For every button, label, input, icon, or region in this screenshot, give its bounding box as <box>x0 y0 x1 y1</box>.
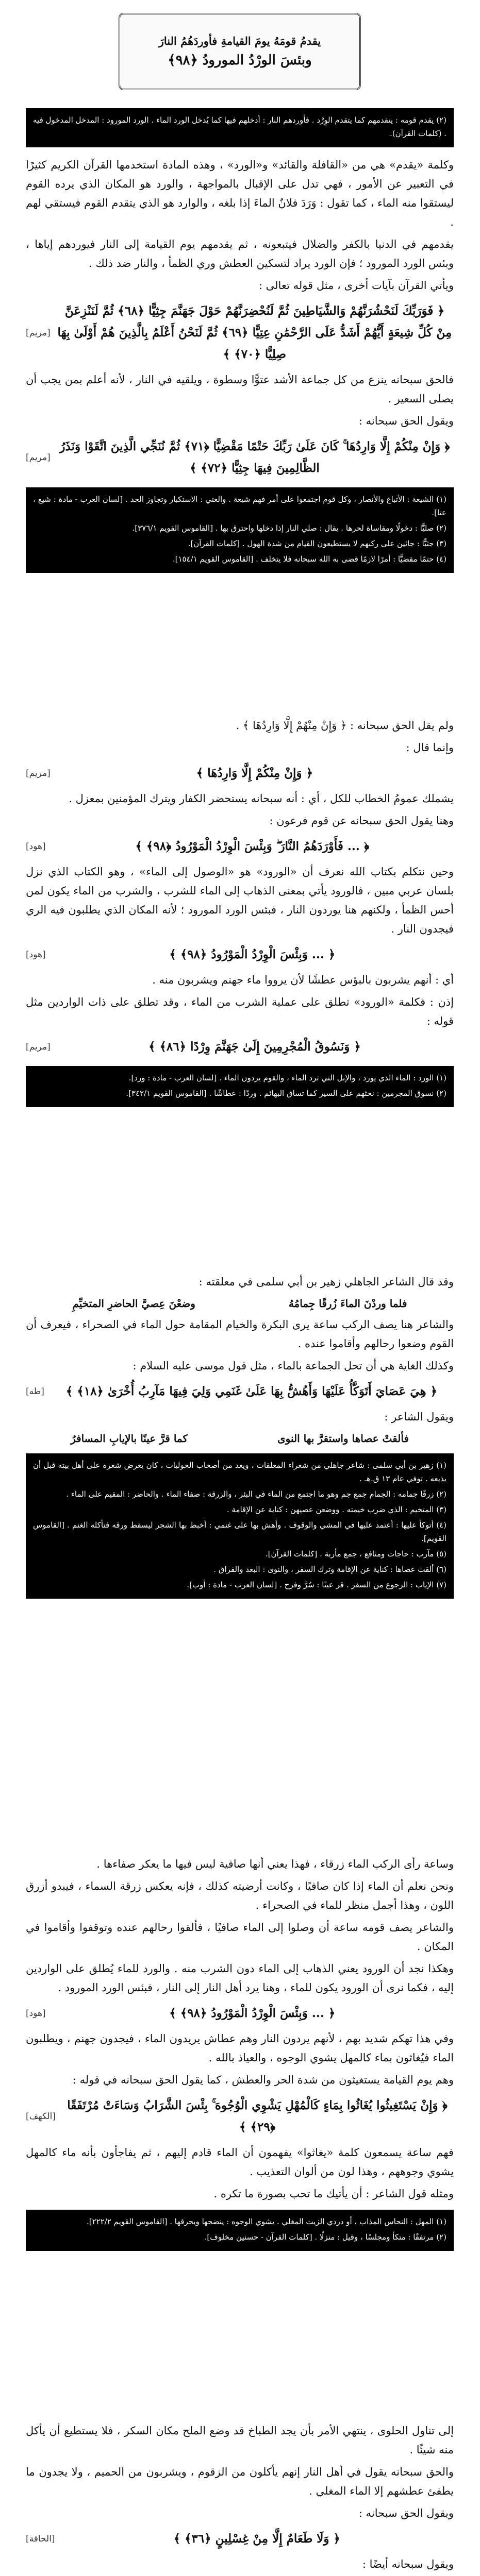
footnote: (٥) مآرب : حاجات ومنافع ، جمع مأربة . [كلمات القرآن]. <box>265 1549 446 1558</box>
footnote-box <box>26 2210 454 2251</box>
page-section-1 <box>26 108 454 573</box>
page-section-3 <box>26 1273 454 1599</box>
footnote-box <box>26 487 454 573</box>
paragraph: وإنما قال : <box>406 741 454 754</box>
quran-verse: ﴿ وَلَا طَعَامٌ إِلَّا مِنْ غِسْلِينٍ ﴿٣٦﴾ ﴾ <box>173 2532 341 2546</box>
footnote: (٢) نسوق المجرمين : نحثهم على السير كما تساق البهائم . وردًا : عطاشًا . [القاموس القويم ٣٤٢/١]. <box>126 1089 446 1098</box>
paragraph: يشملك عمومُ الخطاب للكل ، أي : أنه سبحانه يستحضر الكفار ويترك المؤمنين بمعزل . <box>69 792 454 805</box>
footnote-box <box>26 1066 454 1107</box>
footnote: (٢) يقدم قومه : يتقدمهم كما يتقدم الوِرْد . فأوردهم النار : أدخلهم فيها كما يُدخل الورد الماء . الورد المورود : المدخل المدخول فيه . (كلمات القرآن). <box>33 115 446 138</box>
footnote: (١) الورد : الماء الذي يورد ، والإبل التي ترد الماء ، والقوم يردون الماء . [لسان العرب - مادة : ورد]. <box>128 1073 446 1082</box>
footnote: (٢) مرتفقًا : متكأ ومجلسًا ، وقيل : منزلًا . [كلمات القرآن - حسنين مخلوف]. <box>204 2232 446 2242</box>
paragraph: فهم ساعة يسمعون كلمة «يغاثوا» يفهمون أن الماء قادم إليهم ، ثم يفاجأون بأنه ماء كالمهل يشوي وجوههم ، وهذا لون من ألوان التعذيب . <box>26 2146 454 2178</box>
footnote: (٢) زرقًا جمامه : الجمام جمع جم وهو ما اجتمع من الماء في البئر ، والزرقة : صفاء الماء . والحاضر : المقيم على الماء . <box>66 1489 446 1499</box>
quran-verse-block <box>26 2001 454 2026</box>
surah-reference: [مريم] <box>26 328 51 338</box>
paragraph: وهنا يقول الحق سبحانه عن قوم فرعون : <box>269 815 454 827</box>
paragraph: ويقول الشاعر : <box>384 1411 454 1423</box>
verse-hemistich: كما قرَّ عينًا بالإيابِ المسافرُ <box>70 1432 188 1445</box>
quran-verse-block <box>26 1034 454 1060</box>
paragraph: أي : أنهم يشربون بالبؤس عطشًا لأن يرووا ماء جهنم ويشربون منه . <box>152 974 454 986</box>
verse-hemistich: فلما وردْنَ الماءَ زُرقًا جِمامُهُ <box>288 1297 407 1310</box>
surah-reference: [الكهف] <box>26 2111 56 2122</box>
page-section-2 <box>26 716 454 1107</box>
surah-reference: [مريم] <box>26 1042 51 1052</box>
footnote: (١) زهير بن أبي سلمى : شاعر جاهلي من شعراء المعلقات ، ويعد من أصحاب الحوليات ، كان يعرض شعره على أهل بيته قبل أن يذيعه . توفي عام ١٣ ق.هـ . <box>33 1461 446 1483</box>
poetry-verse <box>26 1430 454 1447</box>
paragraph: وهكذا نجد أن الورود يعني الذهاب إلى الماء دون الشرب منه . والورد للماء يُطلق على الواردين إليه ، فكما نرى أن الورود يكون للماء ، وهنا يرد أهل النار إلى النار ، فبئس الورد المورود . <box>26 1962 454 1994</box>
paragraph: وكذلك الغاية هي أن تحل الجماعة بالماء ، مثل قول موسى عليه السلام : <box>133 1360 454 1372</box>
paragraph: ويقول الحق سبحانه : <box>358 415 454 427</box>
header-verse-line2: وبئسَ الورْدُ المورودُ ﴿٩٨﴾ <box>168 53 312 68</box>
quran-verse-block <box>26 760 454 786</box>
footnote: (٢) صليًّا : دخولًا ومقاساة لحرها . يقال : صلي النار إذا دخلها واحترق بها . [القاموس القويم ٣٧٦/١]. <box>132 523 446 533</box>
footnote: (٤) حتمًا مقضيًّا : أمرًا لازمًا قضى به الله سبحانه فلا يتخلف . [القاموس القويم ١٥٤/١]. <box>172 554 446 564</box>
quran-verse: ﴿ فَوَرَبِّكَ لَنَحْشُرَنَّهُمْ وَالشَّيَاطِينَ ثُمَّ لَنُحْضِرَنَّهُمْ حَوْلَ جَهَنَّمَ جِثِيًّا ﴿٦٨﴾ ثُمَّ لَنَنْزِعَنَّ مِنْ كُلِّ شِيعَةٍ أَيُّهُمْ أَشَدُّ عَلَى الرَّحْمَٰنِ عِتِيًّا ﴿٦٩﴾ ثُمَّ لَنَحْنُ أَعْلَمُ بِالَّذِينَ هُمْ أَوْلَىٰ بِهَا صِلِيًّا ﴿٧٠﴾ ﴾ <box>57 304 452 361</box>
header-banner <box>119 13 361 90</box>
quran-verse-block <box>26 298 454 367</box>
surah-reference: [مريم] <box>26 452 51 463</box>
paragraph: وكلمة «يقدم» هي من «القافلة والقائد» و«الورد» ، وهذه المادة استخدمها القرآن الكريم كثيرًا في التعبير عن الأمور ، فهي تدل على الإقبال بالمواجهة ، والورد هو المكان الذي يرده القوم ليستقوا منه الماء ، كما تقول : وَرَدَ فلانٌ الماءَ إذا بلغه ، والوارد هو الذي يتقدم القوم فيستقي لهم . <box>26 159 454 228</box>
paragraph: إذن : فكلمة «الورود» تطلق على عملية الشرب من الماء ، وقد تطلق على ذات الواردين مثل قوله : <box>26 996 454 1027</box>
surah-reference: [مريم] <box>26 768 51 778</box>
page-section-4 <box>26 1855 454 2251</box>
paragraph: والشاعر هنا يصف الركب ساعة يرى البكرة والخيام المقامة حول الماء في الصحراء ، فيعرف أن القوم وضعوا رحالهم وأقاموا عنده . <box>26 1318 454 1350</box>
paragraph: وهم يوم القيامة يستغيثون من شدة الحر والعطش ، كما يقول الحق سبحانه في قوله : <box>72 2074 454 2086</box>
surah-reference: [هود] <box>26 950 46 960</box>
paragraph: ومثله قول الشاعر : أن يأتيك ما تحب بصورة ما تكره . <box>213 2188 454 2200</box>
surah-reference: [هود] <box>26 841 46 852</box>
footnote: (٣) جثيًّا : جاثين على ركبهم لا يستطيعون القيام من شدة الهول . [كلمات القرآن]. <box>188 539 446 548</box>
paragraph: والحق سبحانه يقول في أهل النار إنهم يأكلون من الزقوم ، ويشربون من الحميم ، ولا يجدون ما يطفئ عطشهم إلا الماء المغلي . <box>26 2466 454 2497</box>
footnote: (٤) أتوكأ عليها : أعتمد عليها في المشي والوقوف . وأهش بها على غنمي : أخبط بها الشجر ليسقط ورقه فتأكله الغنم . [القاموس القويم]. <box>33 1520 446 1543</box>
paragraph: وحين نتكلم بكتاب الله نعرف أن «الورود» هو «الوصول إلى الماء» ، وهو الكتاب الذي نزل بلسان عربي مبين ، فالورود يأتي بمعنى الذهاب إلى الماء للشرب ، والشرب من الماء يكون لمن أحس الظمأ ، ولكنهم هنا يوردون النار ، فبئس الورد المورود ؛ لأنه المكان الذي يطلبون فيه الري فيجدون النار . <box>26 866 454 935</box>
paragraph: ويقول سبحانه أيضًا : <box>362 2558 454 2570</box>
quran-verse: ﴿ وَإِنْ يَسْتَغِيثُوا يُغَاثُوا بِمَاءٍ كَالْمُهْلِ يَشْوِي الْوُجُوهَ ۚ بِئْسَ الشَّرَابُ وَسَاءَتْ مُرْتَفَقًا ﴿٢٩﴾ ﴾ <box>67 2098 448 2134</box>
paragraph: وقد قال الشاعر الجاهلي زهير بن أبي سلمى في معلقته : <box>198 1276 454 1288</box>
surah-reference: [الحاقة] <box>26 2534 55 2544</box>
verse-hemistich: وضعْنَ عِصيَّ الحاضرِ المتخيِّمِ <box>72 1297 195 1310</box>
quran-verse-block <box>26 1379 454 1404</box>
quran-verse: ﴿ وَإِنْ مِنْكُمْ إِلَّا وَارِدُهَا ﴾ <box>196 766 313 780</box>
quran-verse: ﴿ هِيَ عَصَايَ أَتَوَكَّأُ عَلَيْهَا وَأَهُشُّ بِهَا عَلَىٰ غَنَمِي وَلِيَ فِيهَا مَآرِبُ أُخْرَىٰ ﴿١٨﴾ ﴾ <box>65 1384 438 1398</box>
paragraph: وساعة رأى الركب الماء زرقاء ، فهذا يعني أنها صافية ليس فيها ما يعكر صفاءها . <box>96 1858 454 1870</box>
footnote: (٦) ألقت عصاها : كناية عن الإقامة وترك السفر ، والنوى : البعد والفراق . <box>213 1565 446 1574</box>
quran-verse-block <box>26 2093 454 2140</box>
quran-verse-block <box>26 942 454 968</box>
page-section-5 <box>26 2421 454 2576</box>
quran-verse: ﴿ وَنَسُوقُ الْمُجْرِمِينَ إِلَىٰ جَهَنَّمَ وِرْدًا ﴿٨٦﴾ ﴾ <box>148 1040 361 1054</box>
quran-verse: ﴿ ... وَبِئْسَ الْوِرْدُ الْمَوْرُودُ ﴿٩٨﴾ ﴾ <box>169 947 336 961</box>
footnote: (٣) المتخيم : الذي ضرب خيمته . ووضعن عصيهن : كناية عن الإقامة . <box>226 1505 446 1514</box>
paragraph: ولم يقل الحق سبحانه : ﴿ وَإِنْ مِنْهُمْ إِلَّا وَارِدُهَا ﴾ . <box>236 719 454 732</box>
footnote: (١) الشيعة : الأتباع والأنصار ، وكل قوم اجتمعوا على أمر فهم شيعة . والعتي : الاستكبار وتجاوز الحد . [لسان العرب - مادة : شيع ، عتا]. <box>33 495 446 517</box>
paragraph: ويقول الحق سبحانه : <box>358 2507 454 2519</box>
quran-verse-block <box>26 834 454 859</box>
paragraph: يقدمهم في الدنيا بالكفر والضلال فيتبعونه ، ثم يقدمهم يوم القيامة إلى النار فيوردهم إياها ، وبئس الورد المورود ؛ فإن الورد يراد لتسكين العطش وري الظمأ ، والنار ضد ذلك . <box>26 238 454 269</box>
quran-verse-block <box>26 2526 454 2552</box>
surah-reference: [طه] <box>26 1386 44 1397</box>
footnote-box <box>26 108 454 147</box>
poetry-verse <box>26 1295 454 1312</box>
paragraph: ونحن نعلم أن الماء إذا كان صافيًا ، وكانت أرضيته كذلك ، فإنه يعكس زرقة السماء ، فيبدو أزرق اللون ، وهذا أجمل منظر للماء في الصحراء . <box>26 1880 454 1911</box>
quran-verse: ﴿ ... وَبِئْسَ الْوِرْدُ الْمَوْرُودُ ﴿٩٨﴾ ﴾ <box>169 2006 336 2020</box>
footnote: (٧) الإياب : الرجوع من السفر . قر عينًا : سُرَّ وفرح . [لسان العرب - مادة : أوب]. <box>187 1580 446 1589</box>
paragraph: والشاعر يصف قومه ساعة أن وصلوا إلى الماء صافيًا ، فألقوا رحالهم عنده وتوقفوا وأقاموا في المكان . <box>26 1921 454 1953</box>
paragraph: ويأتي القرآن بآيات أخرى ، مثل قوله تعالى : <box>258 279 454 292</box>
paragraph: وفي هذا تهكم شديد بهم ، لأنهم يردون النار وهم عطاش يريدون الماء ، فيجدون جهنم ، ويطلبون الماء فيُغاثون بماء كالمهل يشوي الوجوه ، والعياذ بالله . <box>26 2032 454 2064</box>
paragraph: فالحق سبحانه ينزع من كل جماعة الأشد عتوًّا وسطوة ، ويلقيه في النار ، لأنه أعلم بمن يجب أن يصلى السعير . <box>26 374 454 405</box>
verse-hemistich: فألقتْ عصاها واستقرَّ بها النوى <box>277 1432 409 1445</box>
footnote-box <box>26 1453 454 1599</box>
quran-verse-block <box>26 434 454 481</box>
surah-reference: [هود] <box>26 2008 46 2019</box>
quran-verse: ﴿ وَإِنْ مِنْكُمْ إِلَّا وَارِدُهَا ۚ كَانَ عَلَىٰ رَبِّكَ حَتْمًا مَقْضِيًّا ﴿٧١﴾ ثُمَّ نُنَجِّي الَّذِينَ اتَّقَوْا وَنَذَرُ الظَّالِمِينَ فِيهَا جِثِيًّا ﴿٧٢﴾ ﴾ <box>59 439 450 475</box>
quran-verse: ﴿ ... فَأَوْرَدَهُمُ النَّارَ ۖ وَبِئْسَ الْوِرْدُ الْمَوْرُودُ ﴿٩٨﴾ ﴾ <box>135 839 370 853</box>
paragraph: إلى تناول الحلوى ، ينتهي الأمر بأن يجد الطباخ قد وضع الملح مكان السكر ، فلا يستطيع أن يأكل منه شيئًا . <box>26 2425 454 2456</box>
footnote: (١) المهل : النحاس المذاب ، أو دردي الزيت المغلي . يشوي الوجوه : ينضجها ويحرقها . [القاموس القويم ٢٢٢/٢]. <box>86 2217 446 2226</box>
header-verse-line1: يقدمُ قومَهُ يومَ القيامةِ فأوردَهُمُ النارَ <box>158 35 321 47</box>
